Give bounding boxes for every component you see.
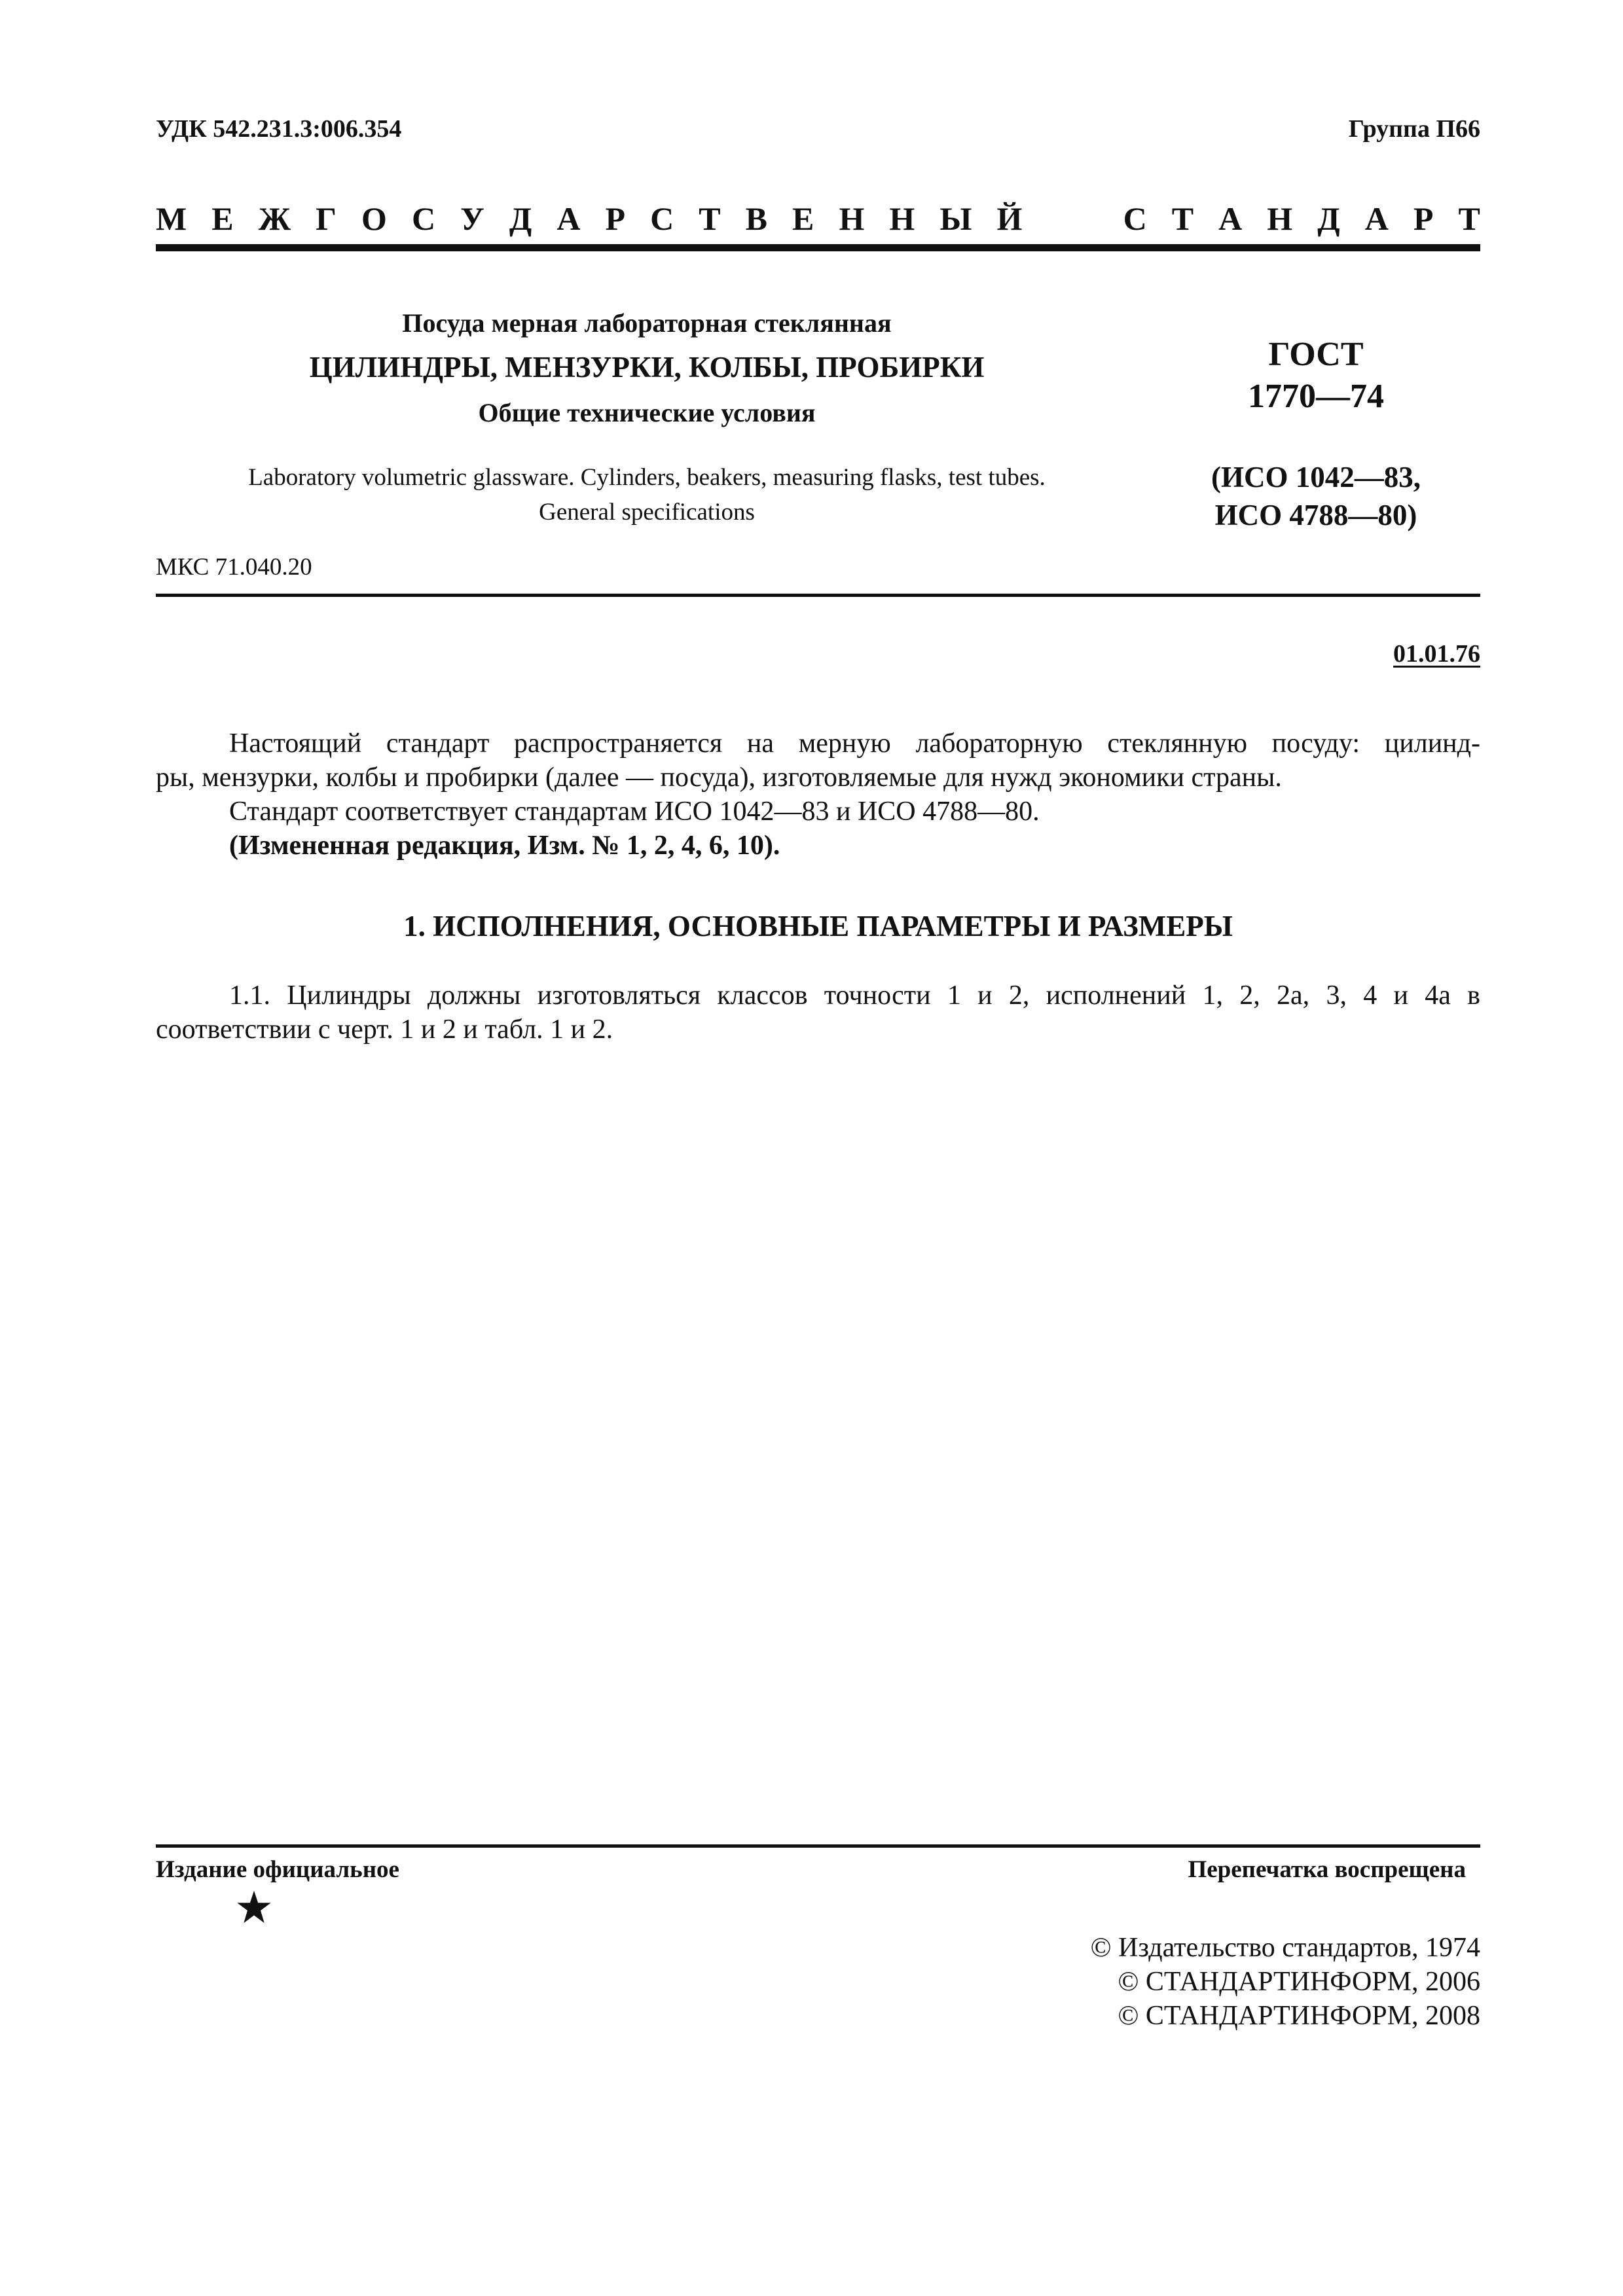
interstate-letter: Д (1317, 200, 1340, 237)
interstate-letter: А (556, 200, 581, 237)
top-rule (156, 244, 1480, 251)
copyright-block (1091, 1931, 1480, 2033)
official-edition-label: Издание официальное (156, 1856, 399, 1883)
middle-rule (156, 594, 1480, 597)
interstate-letter: Н (1267, 200, 1293, 237)
conformity-paragraph: Стандарт соответствует стандартам ИСО 1042—83 и ИСО 4788—80. (229, 797, 1040, 827)
clause-1-1-line-2: соответствии с черт. 1 и 2 и табл. 1 и 2. (156, 1014, 613, 1045)
interstate-letter: Т (1458, 200, 1480, 237)
interstate-letter: М (156, 200, 187, 237)
intro-paragraph-line-1: Настоящий стандарт распространяется на мерную лабораторную стеклянную посуду: цилинд- (229, 728, 1480, 759)
iso-references (1165, 458, 1467, 534)
no-reprint-label: Перепечатка воспрещена (1188, 1856, 1466, 1883)
interstate-letter: В (745, 200, 767, 237)
interstate-letter: С (1123, 200, 1147, 237)
interstate-letter: С (650, 200, 674, 237)
interstate-letter: Т (699, 200, 721, 237)
interstate-letter (1085, 200, 1099, 239)
interstate-letter: Р (605, 200, 626, 237)
title-line-1: Посуда мерная лабораторная стеклянная (402, 308, 892, 338)
interstate-letter: А (1218, 200, 1243, 237)
title-line-3: Общие технические условия (478, 398, 816, 427)
copyright-line-3: © СТАНДАРТИНФОРМ, 2008 (1118, 2001, 1480, 2031)
interstate-letter: А (1364, 200, 1389, 237)
interstate-letter: Р (1413, 200, 1434, 237)
interstate-letter: Г (316, 200, 337, 237)
interstate-letter: Е (211, 200, 234, 237)
gost-label: ГОСТ (1268, 336, 1364, 373)
copyright-line-1: © Издательство стандартов, 1974 (1090, 1933, 1480, 1963)
interstate-letter: Н (839, 200, 865, 237)
interstate-letter: Й (996, 200, 1023, 237)
iso-line-1: (ИСО 1042—83, (1211, 461, 1421, 493)
interstate-letter (1047, 200, 1060, 239)
section-1-title: 1. ИСПОЛНЕНИЯ, ОСНОВНЫЕ ПАРАМЕТРЫ И РАЗМЕРЫ (403, 910, 1233, 942)
star-icon (236, 1889, 272, 1926)
amendment-note: (Измененная редакция, Изм. № 1, 2, 4, 6, 10). (229, 831, 780, 861)
group-code: Группа П66 (1348, 115, 1480, 143)
gost-designation (1192, 334, 1440, 418)
udk-code: УДК 542.231.3:006.354 (156, 115, 402, 143)
mks-code: МКС 71.040.20 (156, 554, 312, 581)
english-title-line-2: General specifications (539, 499, 755, 526)
interstate-letter: Н (889, 200, 915, 237)
clause-1-1-line-1: 1.1. Цилиндры должны изготовляться классов точности 1 и 2, исполнений 1, 2, 2а, 3, 4 и 4а в (229, 980, 1480, 1011)
interstate-letter: С (411, 200, 436, 237)
iso-line-2: ИСО 4788—80) (1214, 499, 1417, 531)
interstate-standard-heading (156, 200, 1480, 239)
english-title-line-1: Laboratory volumetric glassware. Cylinders, beakers, measuring flasks, test tubes. (248, 464, 1046, 491)
interstate-letter: Ж (258, 200, 291, 237)
interstate-letter: Е (792, 200, 814, 237)
effective-date: 01.01.76 (1393, 640, 1480, 668)
interstate-letter: Д (509, 200, 532, 237)
interstate-letter: О (361, 200, 387, 237)
title-line-2: ЦИЛИНДРЫ, МЕНЗУРКИ, КОЛБЫ, ПРОБИРКИ (309, 351, 985, 384)
interstate-letter: У (460, 200, 484, 237)
intro-paragraph-line-2: ры, мензурки, колбы и пробирки (далее — посуда), изготовляемые для нужд экономики страны. (156, 762, 1282, 793)
interstate-letter: Т (1171, 200, 1194, 237)
gost-number: 1770—74 (1248, 378, 1384, 415)
footer-rule (156, 1844, 1480, 1848)
copyright-line-2: © СТАНДАРТИНФОРМ, 2006 (1118, 1967, 1480, 1997)
interstate-letter: Ы (939, 200, 972, 237)
